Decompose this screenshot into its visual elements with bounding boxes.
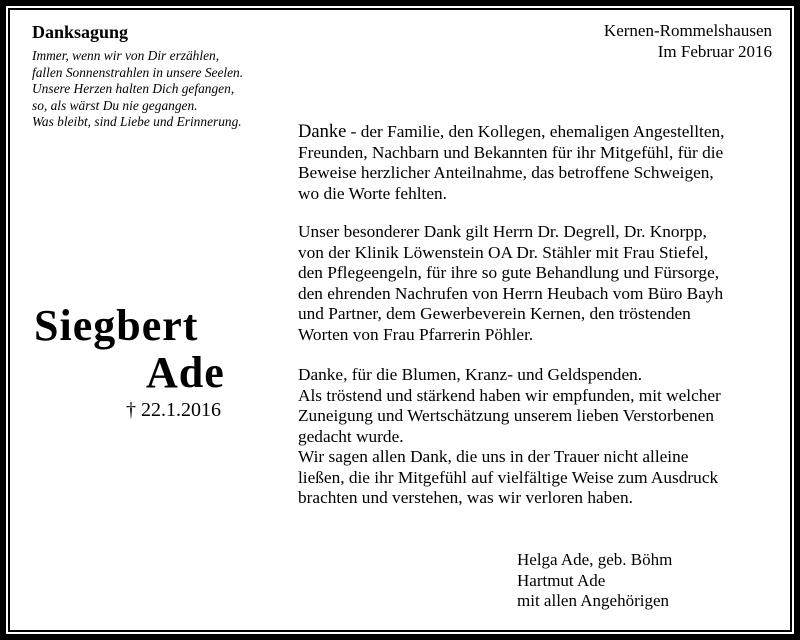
poem-line: Immer, wenn wir von Dir erzählen, — [32, 48, 220, 63]
text-line: und Partner, dem Gewerbeverein Kernen, den tröstenden — [298, 304, 691, 323]
heading: Danksagung — [32, 22, 129, 42]
signature-line: Helga Ade, geb. Böhm — [517, 550, 673, 569]
signature-line: Hartmut Ade — [517, 570, 606, 590]
signatures — [517, 550, 672, 612]
text-line: ließen, die ihr Mitgefühl auf vielfältige Weise zum Ausdruck — [298, 467, 719, 487]
text-line: brachten und verstehen, was wir verloren haben. — [298, 488, 633, 507]
paragraph-thanks — [298, 122, 724, 204]
text-line: wo die Worte fehlten. — [298, 183, 447, 203]
poem-line: fallen Sonnenstrahlen in unsere Seelen. — [32, 64, 244, 80]
poem-line: Was bleibt, sind Liebe und Erinnerung. — [32, 114, 242, 129]
poem — [32, 48, 243, 131]
date-line: Im Februar 2016 — [657, 42, 772, 61]
text-line: Danke, für die Blumen, Kranz- und Geldspenden. — [298, 365, 643, 384]
text-line: Zuneigung und Wertschätzung unserem lieben Verstorbenen — [298, 406, 714, 425]
text-line: von der Klinik Löwenstein OA Dr. Stähler mit Frau Stiefel, — [298, 242, 709, 262]
name-last: Ade — [146, 348, 225, 397]
text-line: Als tröstend und stärkend haben wir empfunden, mit welcher — [298, 385, 721, 405]
text-line: gedacht wurde. — [298, 426, 404, 446]
thanks-lead: Danke — [298, 122, 347, 142]
place-date — [604, 20, 772, 62]
text-line: den ehrenden Nachrufen von Herrn Heubach vom Büro Bayh — [298, 283, 724, 303]
poem-line: Unsere Herzen halten Dich gefangen, — [32, 81, 235, 96]
signature-line: mit allen Angehörigen — [517, 591, 670, 610]
poem-line: so, als wärst Du nie gegangen. — [32, 97, 198, 113]
paragraph-donations — [298, 365, 721, 509]
paragraph-special-thanks — [298, 222, 723, 345]
name-first: Siegbert — [34, 301, 199, 350]
text-line: Freunden, Nachbarn und Bekannten für ihr Mitgefühl, für die — [298, 142, 724, 162]
death-date: † 22.1.2016 — [126, 399, 221, 421]
text-line: Beweise herzlicher Anteilnahme, das betroffene Schweigen, — [298, 163, 714, 182]
text-line: Wir sagen allen Dank, die uns in der Trauer nicht alleine — [298, 447, 689, 466]
text-line: Worten von Frau Pfarrerin Pöhler. — [298, 324, 534, 344]
text-line: Unser besonderer Dank gilt Herrn Dr. Degrell, Dr. Knorpp, — [298, 222, 707, 241]
place: Kernen-Rommelshausen — [603, 21, 772, 40]
text-line: - der Familie, den Kollegen, ehemaligen Angestellten, — [346, 122, 725, 141]
text-line: den Pflegeengeln, für ihre so gute Behandlung und Fürsorge, — [298, 263, 720, 282]
